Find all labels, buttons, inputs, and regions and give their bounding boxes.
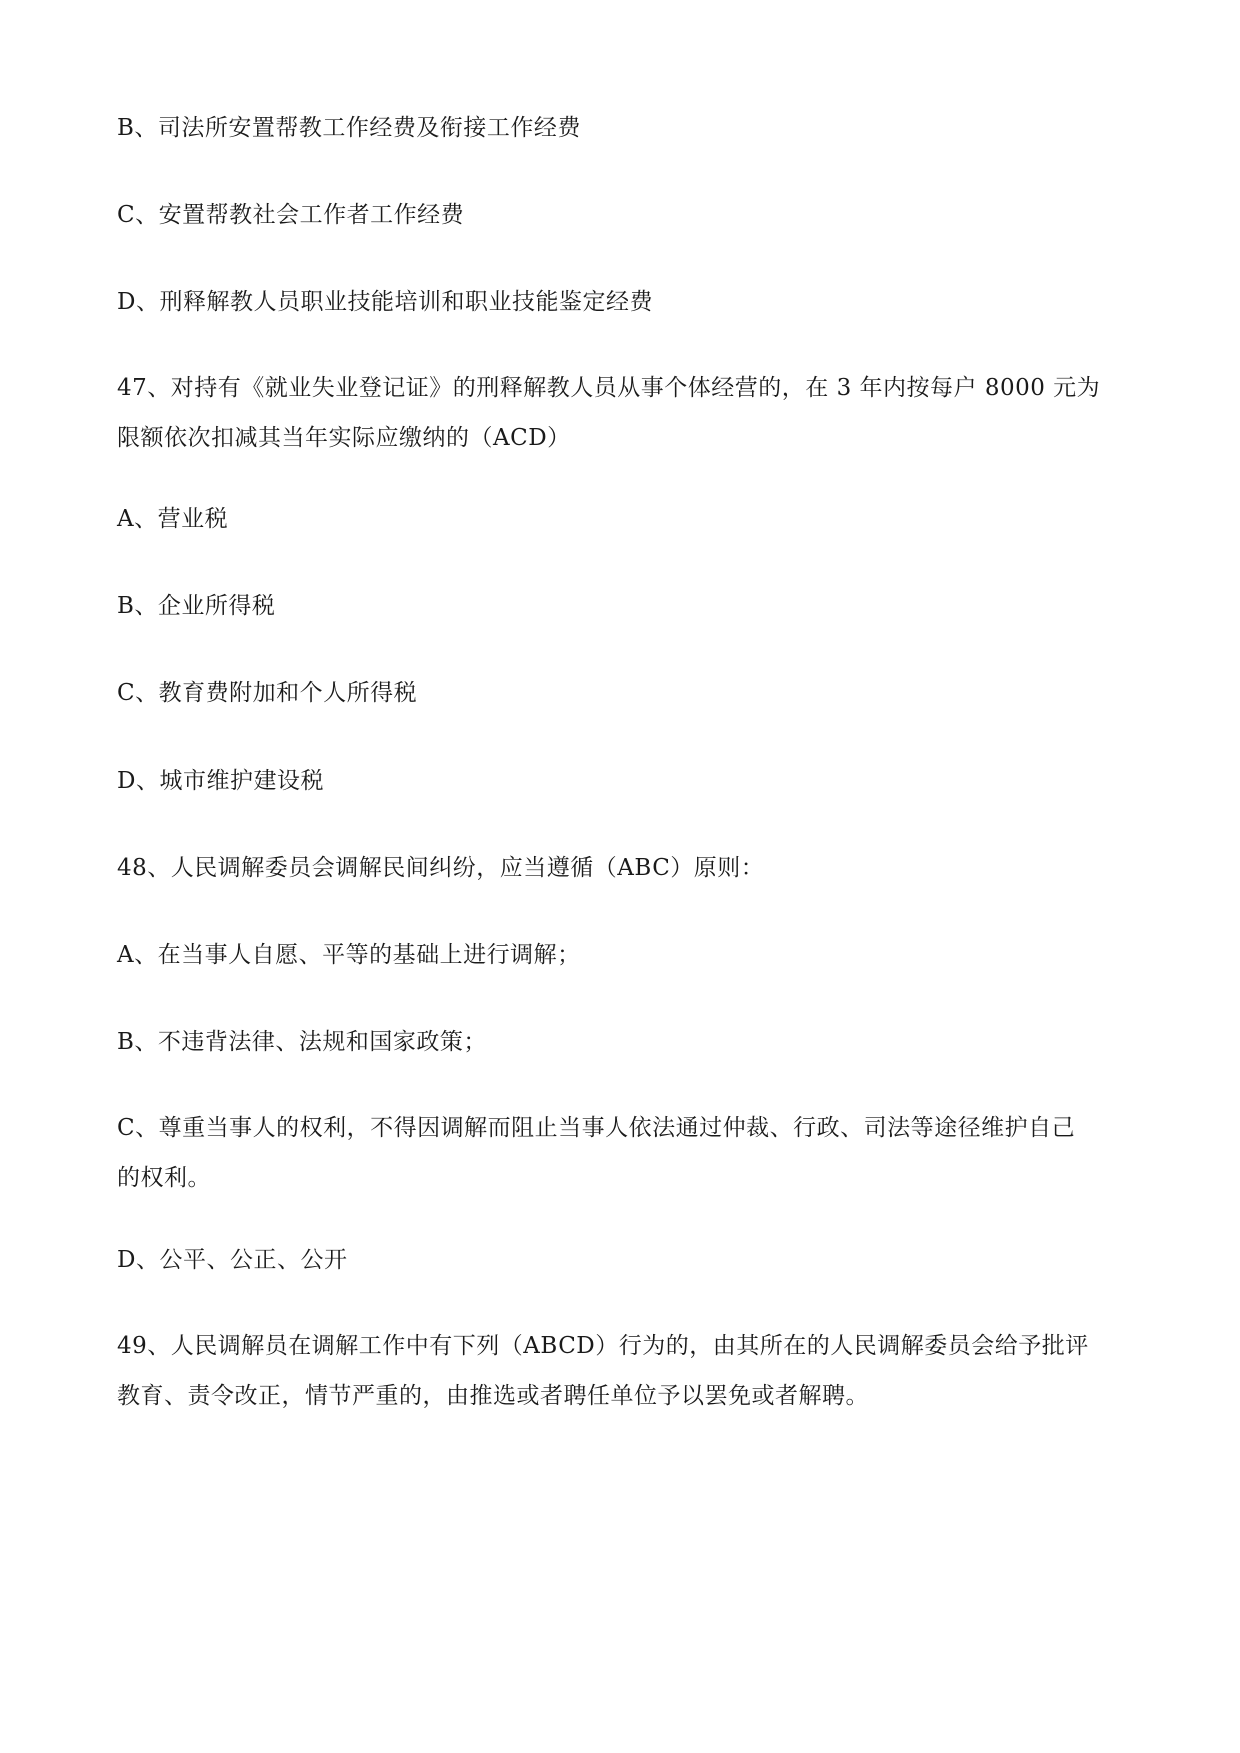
q47-option-b: B、企业所得税: [117, 593, 276, 619]
q48-option-c: [117, 1103, 1127, 1203]
q48-option-c-line2: 的权利。: [117, 1165, 211, 1191]
q49-question-line1: 49、人民调解员在调解工作中有下列（ABCD）行为的，由其所在的人民调解委员会给予批评: [117, 1333, 1089, 1359]
q48-question: 48、人民调解委员会调解民间纠纷，应当遵循（ABC）原则：: [117, 855, 765, 881]
q49-question-line2: 教育、责令改正，情节严重的，由推选或者聘任单位予以罢免或者解聘。: [117, 1383, 869, 1409]
q47-option-d: D、城市维护建设税: [117, 768, 324, 794]
q49-question: [117, 1321, 1127, 1421]
q47-question-line1: 47、对持有《就业失业登记证》的刑释解教人员从事个体经营的，在 3 年内按每户 8000 元为: [117, 375, 1101, 401]
q46-option-c: C、安置帮教社会工作者工作经费: [117, 202, 465, 228]
q46-option-d: D、刑释解教人员职业技能培训和职业技能鉴定经费: [117, 289, 653, 315]
q48-option-c-line1: C、尊重当事人的权利，不得因调解而阻止当事人依法通过仲裁、行政、司法等途径维护自己: [117, 1115, 1076, 1141]
q47-option-a: A、营业税: [117, 506, 229, 532]
q48-option-a: A、在当事人自愿、平等的基础上进行调解；: [117, 942, 581, 968]
q48-option-d: D、公平、公正、公开: [117, 1247, 348, 1273]
q46-option-b: B、司法所安置帮教工作经费及衔接工作经费: [117, 115, 581, 141]
q47-option-c: C、教育费附加和个人所得税: [117, 680, 418, 706]
q48-option-b: B、不违背法律、法规和国家政策；: [117, 1029, 487, 1055]
q47-question: [117, 363, 1127, 463]
q47-question-line2: 限额依次扣减其当年实际应缴纳的（ACD）: [117, 425, 571, 451]
